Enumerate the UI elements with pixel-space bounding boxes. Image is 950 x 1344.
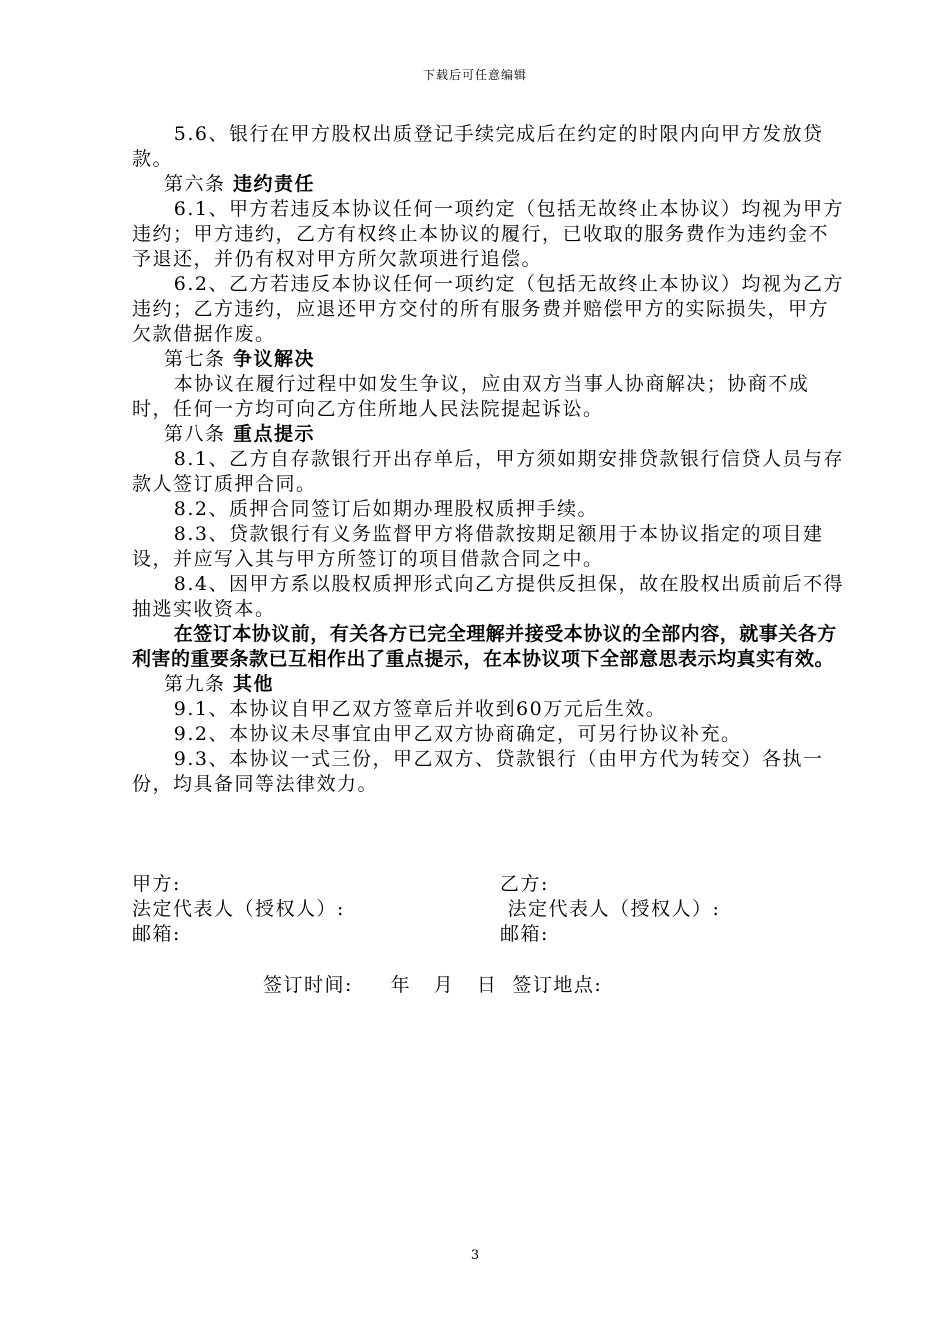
signature-block [132, 872, 848, 947]
party-b-label: 乙方: [500, 873, 549, 895]
clause-6-1: 6.1、甲方若违反本协议任何一项约定（包括无故终止本协议）均视为甲方违约；甲方违约，乙方有权终止本协议的履行，已收取的服务费作为违约金不予退还，并仍有权对甲方所欠款项进行追偿。 [132, 198, 845, 270]
article-8-title: 重点提示 [233, 423, 316, 445]
clause-8-1: 8.1、乙方自存款银行开出存单后，甲方须如期安排贷款银行信贷人员与存款人签订质押合同。 [132, 448, 845, 495]
article-8-number: 第八条 [164, 423, 234, 445]
clause-9-2: 9.2、本协议未尽事宜由甲乙双方协商确定，可另行协议补充。 [173, 723, 742, 745]
signing-date-place: 签订时间: 年 月 日 签订地点: [263, 974, 603, 996]
article-6-heading [132, 172, 848, 197]
clause-7: 本协议在履行过程中如发生争议，应由双方当事人协商解决；协商不成时，任何一方均可向乙方住所地人民法院提起诉讼。 [132, 373, 810, 420]
article-8-heading [132, 422, 848, 447]
clause-8-3: 8.3、贷款银行有义务监督甲方将借款按期足额用于本协议指定的项目建设，并应写入其与甲方所签订的项目借款合同之中。 [132, 523, 824, 570]
article-7-number: 第七条 [164, 348, 234, 370]
party-a-email: 邮箱: [132, 923, 181, 945]
article-9-title: 其他 [233, 673, 275, 695]
article-9-heading [132, 672, 848, 697]
party-a-representative: 法定代表人（授权人）: [132, 898, 345, 920]
article-7-title: 争议解决 [233, 348, 316, 370]
article-7-heading [132, 347, 848, 372]
party-a-label: 甲方: [132, 873, 181, 895]
clause-9-1: 9.1、本协议自甲乙双方签章后并收到60万元后生效。 [173, 698, 667, 720]
article-6-title: 违约责任 [233, 173, 316, 195]
article-6-number: 第六条 [164, 173, 234, 195]
party-b-email: 邮箱: [500, 923, 549, 945]
bold-notice: 在签订本协议前，有关各方已完全理解并接受本协议的全部内容，就事关各方利害的重要条款已互相作出了重点提示，在本协议项下全部意思表示均真实有效。 [132, 623, 837, 670]
clause-5-6: 5.6、银行在甲方股权出质登记手续完成后在约定的时限内向甲方发放贷款。 [132, 123, 824, 170]
party-b-representative: 法定代表人（授权人）: [500, 898, 721, 920]
contract-body [132, 122, 848, 797]
article-9-number: 第九条 [164, 673, 234, 695]
page-number: 3 [470, 1248, 480, 1263]
clause-8-2: 8.2、质押合同签订后如期办理股权质押手续。 [173, 498, 599, 520]
clause-8-4: 8.4、因甲方系以股权质押形式向乙方提供反担保，故在股权出质前后不得抽逃实收资本。 [132, 573, 845, 620]
clause-9-3: 9.3、本协议一式三份，甲乙双方、贷款银行（由甲方代为转交）各执一份，均具备同等法律效力。 [132, 748, 824, 795]
page-header-note: 下载后可任意编辑 [422, 68, 527, 82]
clause-6-2: 6.2、乙方若违反本协议任何一项约定（包括无故终止本协议）均视为乙方违约；乙方违约，应退还甲方交付的所有服务费并赔偿甲方的实际损失，甲方欠款借据作废。 [132, 273, 845, 345]
